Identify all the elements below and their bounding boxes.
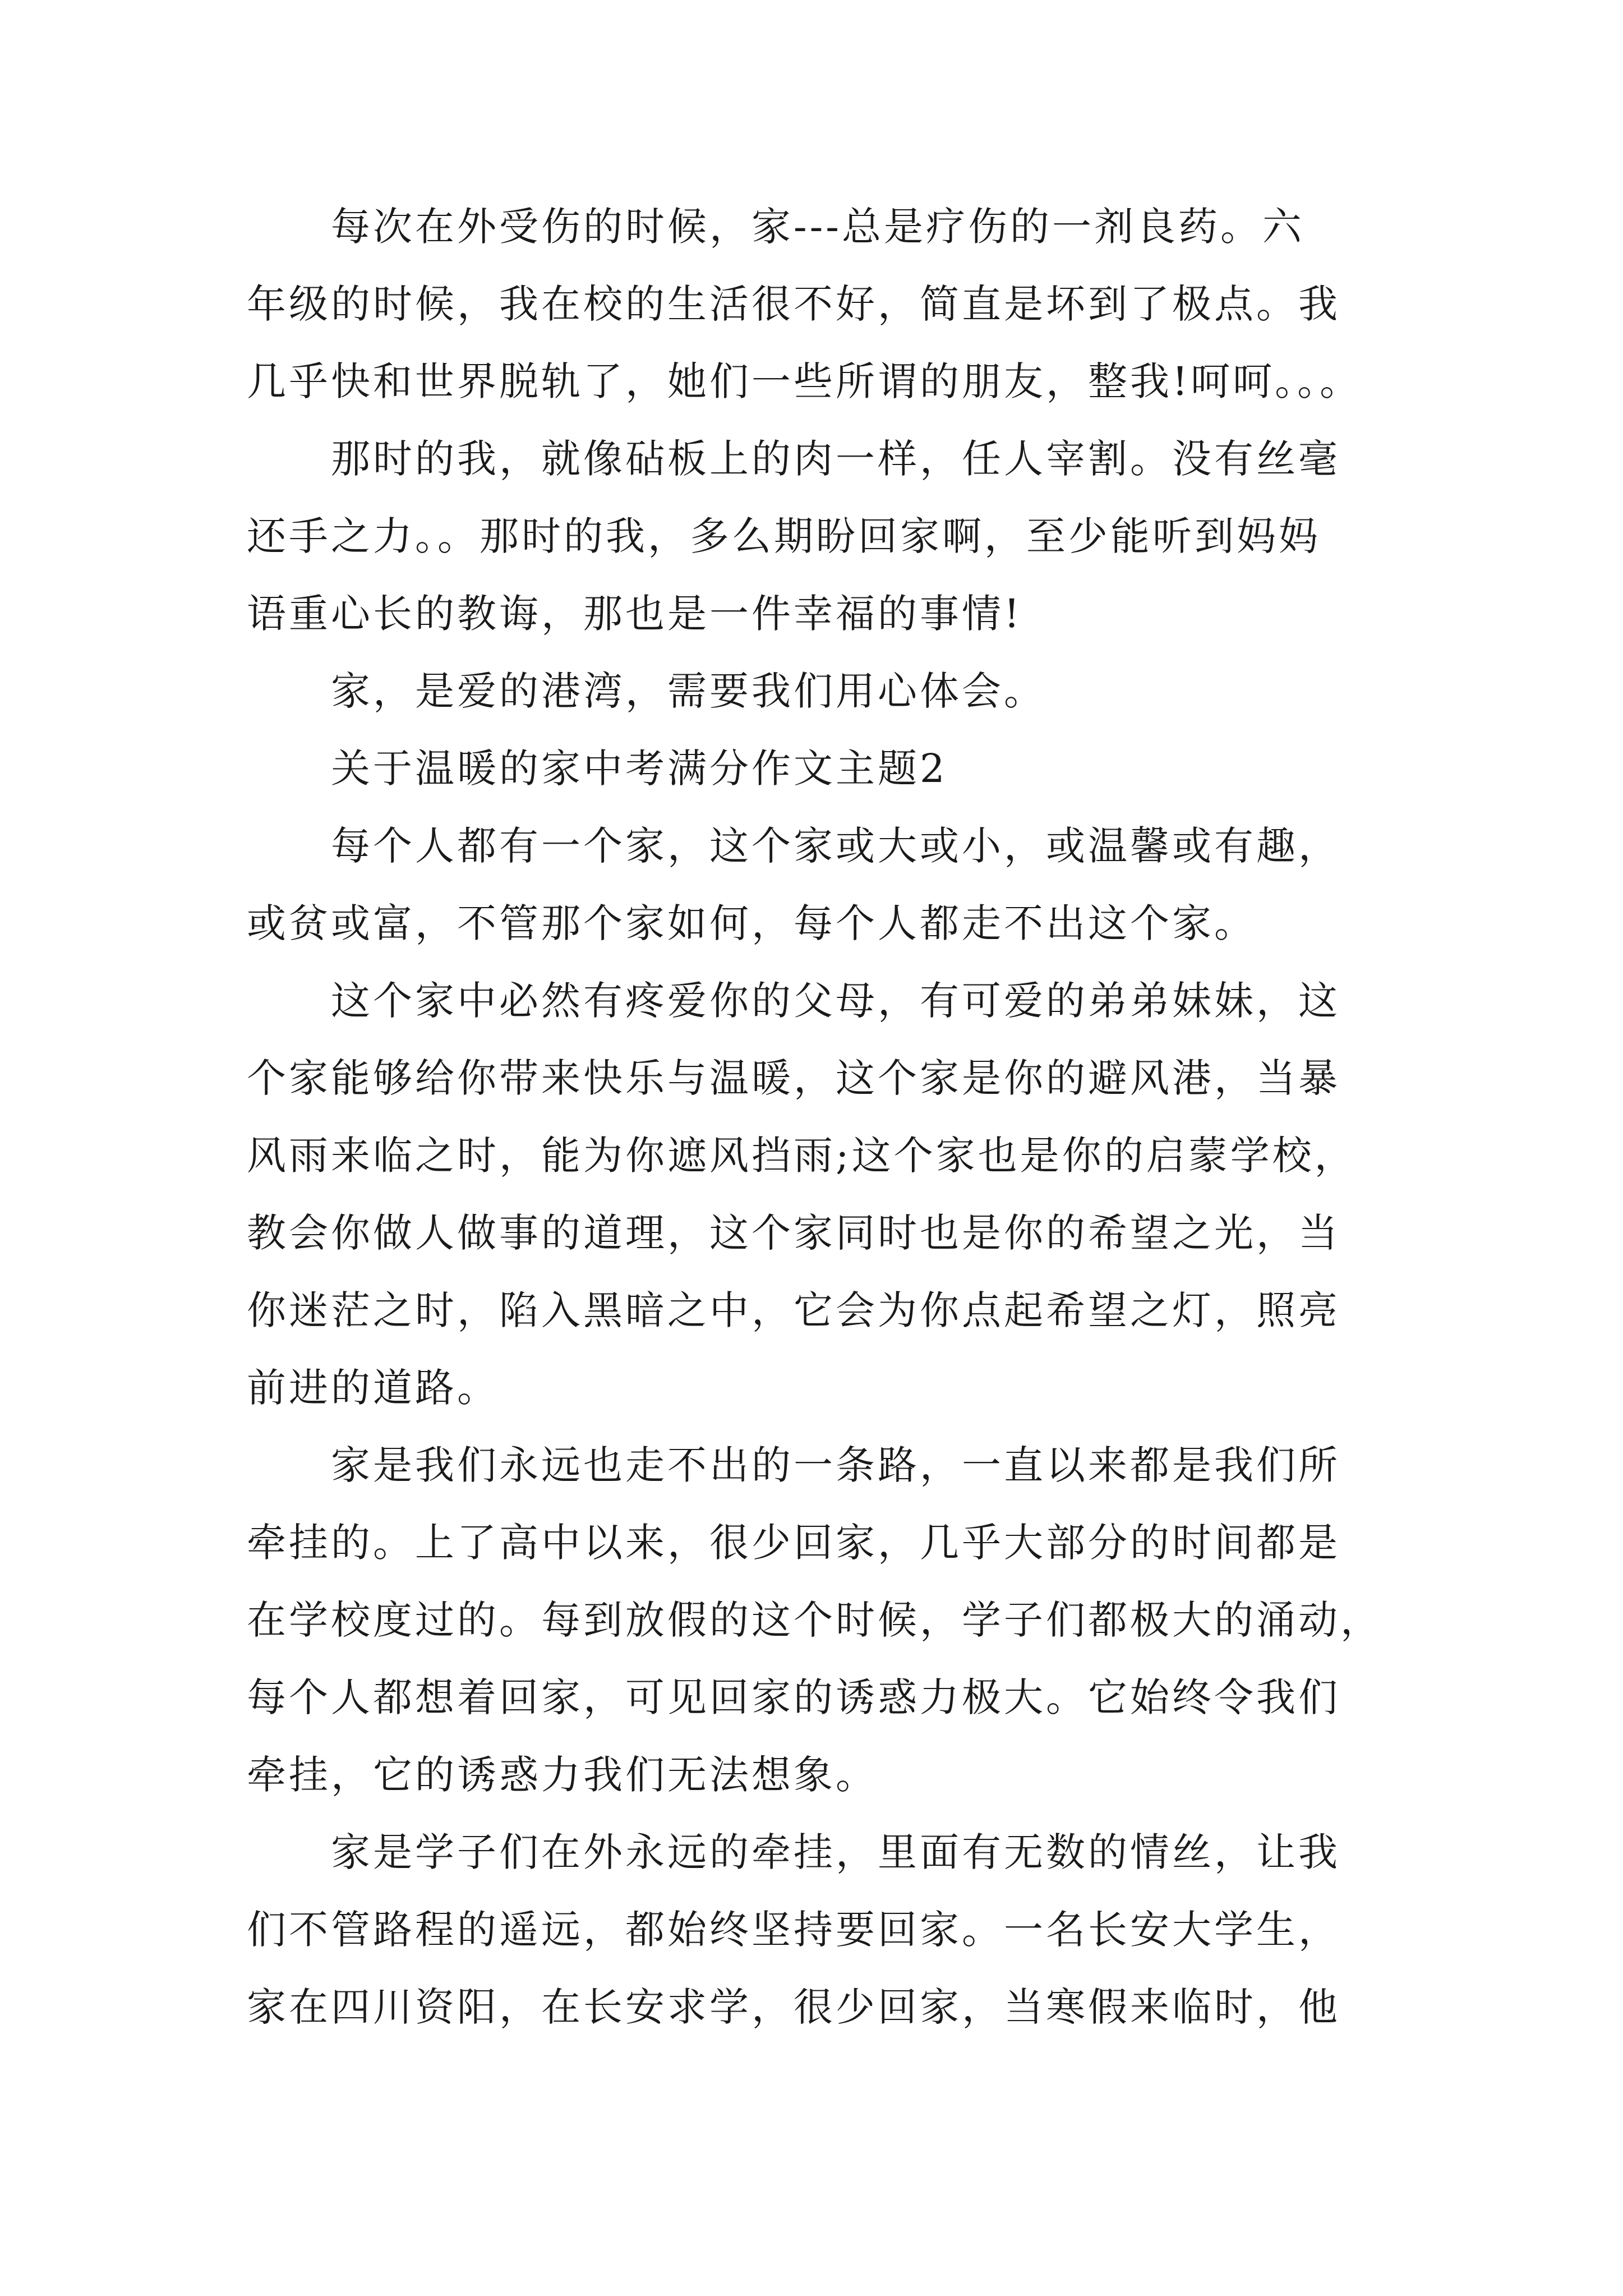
- text-line: 你迷茫之时，陷入黑暗之中，它会为你点起希望之灯，照亮: [247, 1287, 1340, 1333]
- text-line: 每个人都有一个家，这个家或大或小，或温馨或有趣，: [331, 823, 1340, 869]
- text-line: 教会你做人做事的道理，这个家同时也是你的希望之光，当: [247, 1210, 1340, 1256]
- text-line: 前进的道路。: [247, 1365, 499, 1411]
- text-line: 家是学子们在外永远的牵挂，里面有无数的情丝，让我: [331, 1829, 1340, 1875]
- text-line: 那时的我，就像砧板上的肉一样，任人宰割。没有丝毫: [331, 436, 1340, 482]
- text-line: 这个家中必然有疼爱你的父母，有可爱的弟弟妹妹，这: [331, 978, 1340, 1024]
- text-line: 个家能够给你带来快乐与温暖，这个家是你的避风港，当暴: [247, 1055, 1340, 1101]
- text-line: 年级的时候，我在校的生活很不好，简直是坏到了极点。我: [247, 281, 1340, 327]
- text-line: 家，是爱的港湾，需要我们用心体会。: [331, 668, 1046, 714]
- text-line: 几乎快和世界脱轨了，她们一些所谓的朋友，整我!呵呵。。。: [247, 358, 1362, 404]
- text-line: 每次在外受伤的时候，家---总是疗伤的一剂良药。六: [331, 204, 1304, 250]
- text-line: 牵挂的。上了高中以来，很少回家，几乎大部分的时间都是: [247, 1520, 1340, 1566]
- text-line: 关于温暖的家中考满分作文主题2: [331, 746, 948, 792]
- text-line: 风雨来临之时，能为你遮风挡雨;这个家也是你的启蒙学校，: [247, 1133, 1357, 1179]
- text-line: 家是我们永远也走不出的一条路，一直以来都是我们所: [331, 1442, 1340, 1488]
- document-body: [247, 188, 1391, 2046]
- text-line: 牵挂，它的诱惑力我们无法想象。: [247, 1752, 878, 1798]
- text-line: 还手之力。。那时的我，多么期盼回家啊，至少能听到妈妈: [247, 513, 1321, 559]
- text-line: 家在四川资阳，在长安求学，很少回家，当寒假来临时，他: [247, 1984, 1340, 2030]
- text-line: 语重心长的教诲，那也是一件幸福的事情!: [247, 591, 1023, 637]
- text-line: 每个人都想着回家，可见回家的诱惑力极大。它始终令我们: [247, 1674, 1340, 1720]
- text-line: 或贫或富，不管那个家如何，每个人都走不出这个家。: [247, 900, 1256, 946]
- text-line: 们不管路程的遥远，都始终坚持要回家。一名长安大学生，: [247, 1907, 1340, 1953]
- text-line: 在学校度过的。每到放假的这个时候，学子们都极大的涌动，: [247, 1597, 1382, 1643]
